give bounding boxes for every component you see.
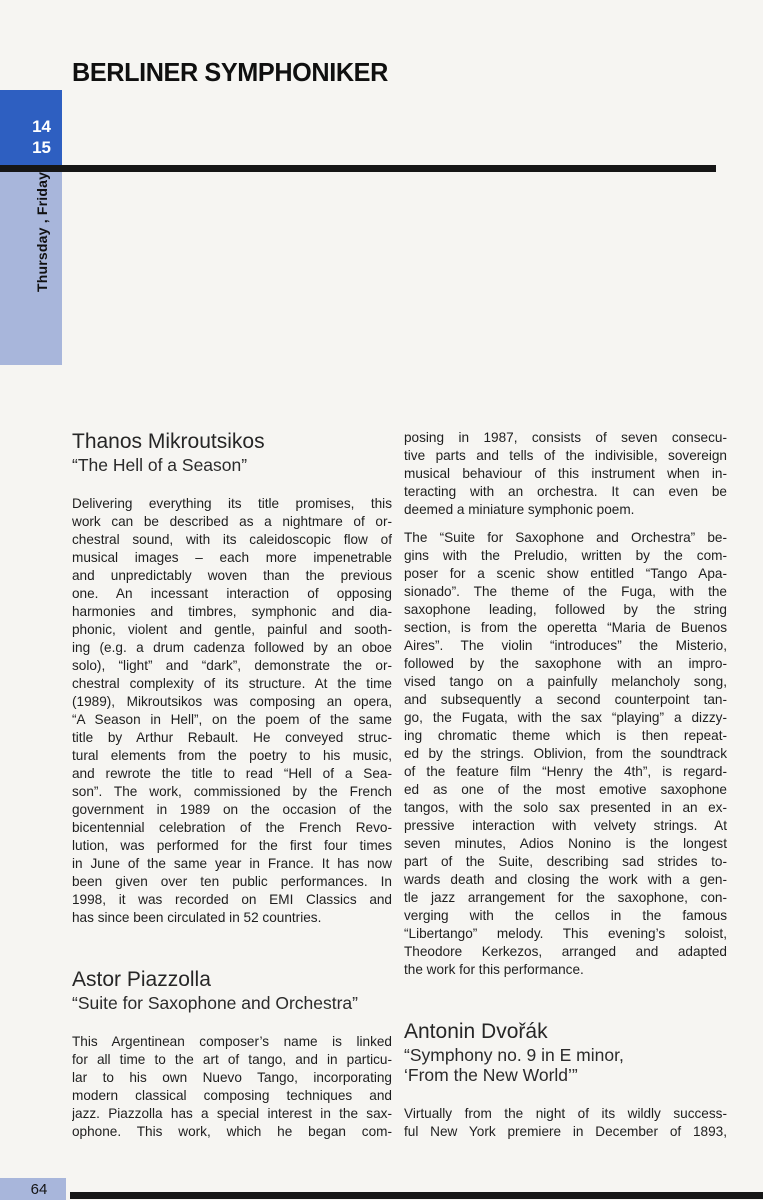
left-column [72,429,392,1141]
text-line: government in 1989 on the occasion of the [72,802,392,817]
text-line: solo), “light” and “dark”, demonstrate the or- [72,658,392,673]
text-line: “Libertango” melody. This evening’s soloist, [404,926,727,941]
paragraph [404,1105,727,1141]
text-line: musical behaviour of this instrument when in- [404,466,727,481]
text-line: son”. The work, commissioned by the French [72,784,392,799]
text-line: chestral complexity of its structure. At the time [72,676,392,691]
text-line: (1989), Mikroutsikos was composing an opera, [72,694,392,709]
text-line: followed by the saxophone with an impro- [404,656,727,671]
text-line: go, the Fugata, with the sax “playing” a dizzy- [404,710,727,725]
text-line: one. An incessant interaction of opposing [72,586,392,601]
text-line: section, is from the operetta “Maria de Buenos [404,620,727,635]
text-line: part of the Suite, describing sad strides to- [404,854,727,869]
text-line: This Argentinean composer’s name is linked [72,1034,392,1049]
text-line: gins with the Preludio, written by the com- [404,548,727,563]
page-number-badge [0,1178,66,1200]
text-line: verging with the cellos in the famous [404,908,727,923]
text-line: tural elements from the poetry to his music, [72,748,392,763]
composer-name: Thanos Mikroutsikos [72,430,265,453]
weekday-label: Thursday , Friday [34,171,50,292]
program-section [72,967,392,1141]
text-line: teracting with an orchestra. It can even be [404,484,727,499]
text-line: wards death and closing the work with a gen- [404,872,727,887]
composer-name: Astor Piazzolla [72,968,211,991]
text-line: has since been circulated in 52 countries. [72,910,322,925]
text-line: pressive interaction with velvety strings. At [404,818,727,833]
bottom-rule [70,1192,763,1199]
text-line: jazz. Piazzolla has a special interest in the sax- [72,1106,392,1121]
date-15: 15 [32,138,51,157]
composer-name: Antonin Dvořák [404,1020,548,1043]
program-section [72,429,392,927]
text-line: ing (e.g. a drum cadenza followed by an oboe [72,640,392,655]
date-badge [0,90,62,168]
text-line: modern classical composing techniques and [72,1088,392,1103]
text-line: bicentennial celebration of the French Revo- [72,820,392,835]
text-line: saxophone leading, followed by the string [404,602,727,617]
work-title [404,1045,727,1085]
text-line: posing in 1987, consists of seven consecu- [404,430,727,445]
text-line: ed as one of the most emotive saxophone [404,782,727,797]
page-number: 64 [30,1181,48,1198]
text-line: ed by the strings. Oblivion, from the soundtrack [404,746,727,761]
text-line: “A Season in Hell”, on the poem of the same [72,712,392,727]
text-line: 1998, it was recorded on EMI Classics and [72,892,392,907]
work-title [72,993,392,1013]
text-line: lution, was performed for the first four times [72,838,392,853]
text-line: in June of the same year in France. It has now [72,856,392,871]
text-line: been given over ten public performances. In [72,874,392,889]
text-line: vised tango on a painfully melancholy song, [404,674,727,689]
right-column [404,429,727,1141]
text-line: title by Arthur Rebault. He conveyed struc- [72,730,392,745]
text-line: lar to his own Nuevo Tango, incorporating [72,1070,392,1085]
text-line: Theodore Kerkezos, arranged and adapted [404,944,727,959]
text-line: poser for a scenic show entitled “Tango Apa- [404,566,727,581]
text-line: work can be described as a nightmare of or- [72,514,392,529]
text-line: phonic, violent and gentle, painful and sooth- [72,622,392,637]
paragraph [404,429,727,519]
text-line: ful New York premiere in December of 1893, [404,1124,727,1139]
text-line: and rewrote the title to read “Hell of a Sea- [72,766,392,781]
text-line: and subsequently a second counterpoint tan- [404,692,727,707]
work-title-line: ‘From the New World’” [404,1065,578,1085]
paragraph [72,1033,392,1141]
work-title-line: “Symphony no. 9 in E minor, [404,1045,624,1065]
work-title-line: “The Hell of a Season” [72,455,248,475]
text-line: tangos, with the solo sax presented in an ex- [404,800,727,815]
text-line: ophone. This work, which he began com- [72,1124,392,1139]
paragraph [404,529,727,979]
paragraph [72,495,392,927]
text-line: seven minutes, Adios Nonino is the longest [404,836,727,851]
text-line: Delivering everything its title promises, this [72,496,392,511]
text-line: deemed a miniature symphonic poem. [404,502,635,517]
program-section [404,1019,727,1141]
work-title [72,455,392,475]
text-line: ing chromatic theme which is then repeat- [404,728,727,743]
text-line: sionado”. The theme of the Fuga, with the [404,584,727,599]
text-line: the work for this performance. [404,962,584,977]
text-line: Virtually from the night of its wildly success- [404,1106,727,1121]
text-line: of the feature film “Henry the 4th”, is regard- [404,764,727,779]
weekday-box [0,172,62,365]
text-line: tle jazz arrangement for the saxophone, con- [404,890,727,905]
text-line: Aires”. The violin “introduces” the Misterio, [404,638,727,653]
page-title: BERLINER SYMPHONIKER [72,57,388,87]
text-line: The “Suite for Saxophone and Orchestra” be- [404,530,727,545]
program-section [404,429,727,979]
text-line: chestral sound, with its caleidoscopic flow of [72,532,392,547]
text-line: harmonies and timbres, symphonic and dia- [72,604,392,619]
top-rule [0,165,716,172]
date-14: 14 [32,117,51,136]
text-line: and unpredictably woven than the previous [72,568,392,583]
text-line: tive parts and tells of the indivisible, sovereign [404,448,727,463]
text-line: for all time to the art of tango, and in particu- [72,1052,392,1067]
work-title-line: “Suite for Saxophone and Orchestra” [72,993,358,1013]
text-line: musical images – each more impenetrable [72,550,392,565]
